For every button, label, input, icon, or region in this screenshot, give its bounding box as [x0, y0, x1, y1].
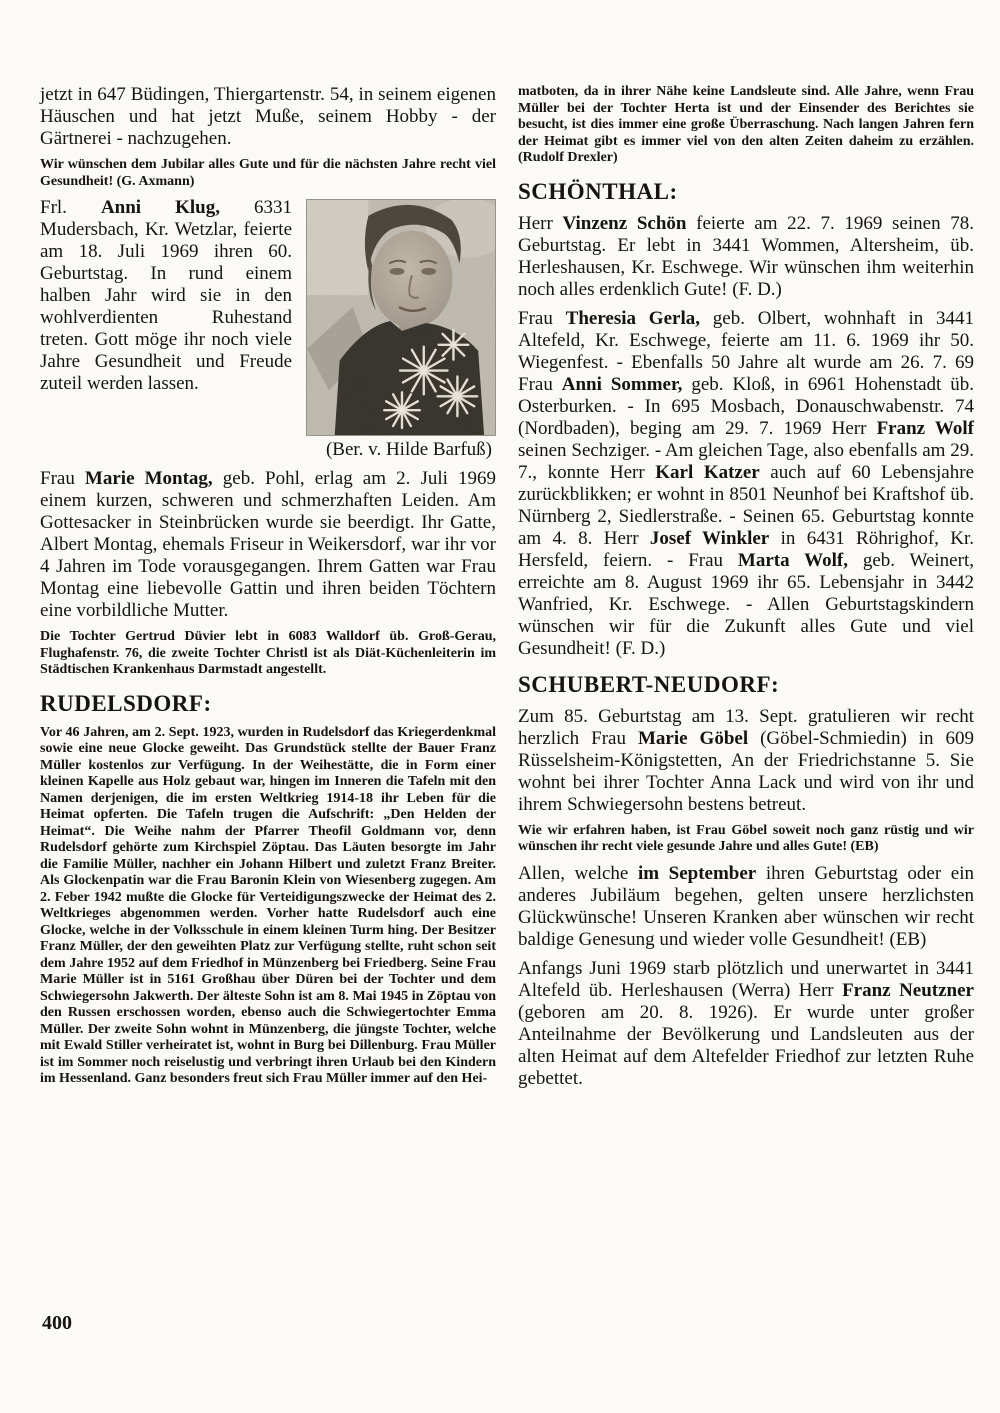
- paragraph-heimatboten: matboten, da in ihrer Nähe keine Landsleute sind. Alle Jahre, wenn Frau Müller bei der Tochter Herta ist und der Einsender des Berichtes sie besucht, ist dies immer eine große Überraschung. Nach langen Jahren fern der Heimat gibt es immer viel von den alten Zeiten daheim zu erzählen. (Rudolf Drexler): [518, 84, 974, 165]
- paragraph-marie-montag: Frau Marie Montag, geb. Pohl, erlag am 2. Juli 1969 einem kurzen, schweren und schmerzhaften Leiden. Am Gottesacker in Steinbrücken wurde sie beerdigt. Ihr Gatte, Albert Montag, ehemals Friseur in Weikersdorf, war ihr vor 4 Jahren im Tode vorausgegangen. Ihrem Gatten war Frau Montag eine liebevolle Gattin und ihren beiden Töchtern eine vorbildliche Mutter.: [40, 468, 496, 621]
- paragraph-anni-klug: Frl. Anni Klug, 6331 Mudersbach, Kr. Wetzlar, feierte am 18. Juli 1969 ihren 60. Geburtstag. In rund einem halben Jahr wird sie in den wohlverdienten Ruhestand treten. Gott möge ihr noch viele Jahre Gesundheit und Freude zuteil werden lassen.: [40, 197, 292, 394]
- paragraph-franz-neutzner: Anfangs Juni 1969 starb plötzlich und unerwartet in 3441 Altefeld üb. Herleshausen (Werra) Herr Franz Neutzner (geboren am 20. 8. 1926). Er wurde unter großer Anteilnahme der Bevölkerung und Landsleuten aus der alten Heimat auf dem Altefelder Friedhof zur letzten Ruhe gebettet.: [518, 957, 974, 1089]
- note-toechter: Die Tochter Gertrud Düvier lebt in 6083 Walldorf üb. Groß-Gerau, Flughafenstr. 76, die zweite Tochter Christl ist als Diät-Küchenleiterin im Städtischen Krankenhaus Darmstadt angestellt.: [40, 629, 496, 677]
- heading-schubert-neudorf: SCHUBERT-NEUDORF:: [518, 671, 780, 697]
- note-axmann: Wir wünschen dem Jubilar alles Gute und für die nächsten Jahre recht viel Gesundheit! (G. Axmann): [40, 157, 496, 189]
- portrait-photo-image: [307, 200, 495, 435]
- paragraph-vinzenz-schoen: Herr Vinzenz Schön feierte am 22. 7. 1969 seinen 78. Geburtstag. Er lebt in 3441 Wommen, Altersheim, üb. Herleshausen, Kr. Eschwege. Wir wünschen ihm weiterhin noch alles erdenklich Gute! (F. D.): [518, 212, 974, 300]
- two-column-layout: [40, 84, 975, 1097]
- anni-klug-block: [40, 197, 496, 395]
- note-goebel: Wie wir erfahren haben, ist Frau Göbel soweit noch ganz rüstig und wir wünschen ihr recht viele gesunde Jahre und alles Gute! (EB): [518, 822, 974, 854]
- left-column: [40, 84, 496, 1097]
- right-column: [518, 84, 974, 1097]
- heading-schoenthal: SCHÖNTHAL:: [518, 178, 678, 204]
- paragraph-september: Allen, welche im September ihren Geburtstag oder ein anderes Jubiläum begehen, gelten unsere herzlichsten Glückwünsche! Unseren Kranken aber wünschen wir recht baldige Genesung und wieder volle Gesundheit! (EB): [518, 862, 974, 950]
- paragraph-buedingen: jetzt in 647 Büdingen, Thiergartenstr. 54, in seinem eigenen Häuschen und hat jetzt Muße, seinem Hobby - der Gärtnerei - nachzugehen.: [40, 84, 496, 149]
- paragraph-jubilare: Frau Theresia Gerla, geb. Olbert, wohnhaft in 3441 Altefeld, Kr. Eschwege, feierte am 11. 6. 1969 ihr 50. Wiegenfest. - Ebenfalls 50 Jahre alt wurde am 26. 7. 69 Frau Anni Sommer, geb. Kloß, in 6961 Hohenstadt üb. Osterburken. - In 695 Mosbach, Donauschwabenstr. 74 (Nordbaden), beging am 29. 7. 1969 Herr Franz Wolf seinen Sechziger. - Am gleichen Tage, also ebenfalls am 29. 7., konnte Herr Karl Katzer auch auf 60 Lebensjahre zurückblikken; er wohnt in 8501 Neunhof bei Kraftshof üb. Nürnberg 2, Siedlerstraße. - Seinen 65. Geburtstag konnte am 4. 8. Herr Josef Winkler in 6431 Röhrighof, Kr. Hersfeld, feiern. - Frau Marta Wolf, geb. Weinert, erreichte am 8. August 1969 ihr 65. Lebensjahr in 3442 Wanfried, Kr. Eschwege. - Allen Geburtstagskindern wünschen wir für die Zukunft alles Gute und viel Gesundheit! (F. D.): [518, 307, 975, 659]
- article-rudelsdorf: Vor 46 Jahren, am 2. Sept. 1923, wurden in Rudelsdorf das Kriegerdenkmal sowie eine neue Glocke geweiht. Das Grundstück stellte der Bauer Franz Müller kostenlos zur Verfügung. In der Weihestätte, die in Form einer kleinen Kapelle aus Holz gebaut war, hingen im Inneren die Tafeln mit den Namen derjenigen, die im ersten Weltkrieg 1914-18 ihr Leben für die Heimat opferten. Die Tafeln trugen die Aufschrift: „Den Helden der Heimat“. Die Weihe nahm der Pfarrer Theofil Goldmann vor, denn Rudelsdorf gehörte zum Kirchspiel Zöptau. Das Läuten besorgte im Jahr die Familie Müller, nachher ein Johann Hilbert und zuletzt Franz Breiter. Als Glockenpatin war die Frau Baronin Klein von Wiesenberg zugegen. Am 2. Feber 1942 mußte die Glocke für Verteidigungszwecke der Heimat des 2. Weltkrieges abgenommen werden. Vorher hatte Rudelsdorf auch eine Glocke, welche in der Volksschule in einem kleinen Turm hing. Der Besitzer Franz Müller, der den geweihten Platz zur Verfügung stellte, ruht schon seit dem Jahre 1952 auf dem Friedhof in Münzenberg bei Friedberg. Seine Frau Marie Müller ist in 5161 Großhau über Düren bei der Tochter und dem Schwiegersohn Jakwerth. Der älteste Sohn ist am 8. Mai 1945 in Zöptau von den Russen erschossen worden, ebenso auch die Schwiegertochter Emma Müller. Der zweite Sohn wohnt in Münzenberg, die jüngste Tochter, welche mit Ewald Stiller verheiratet ist, wohnt in Burg bei Dillenburg. Frau Müller ist im Sommer noch reiselustig und verbringt ihren Urlaub bei den Kindern im Hessenland. Ganz besonders freut sich Frau Müller immer auf den Hei-: [40, 724, 496, 1086]
- heading-rudelsdorf: RUDELSDORF:: [40, 690, 212, 716]
- portrait-photo: [306, 199, 496, 436]
- page-number: 400: [42, 1312, 72, 1334]
- paragraph-marie-goebel: Zum 85. Geburtstag am 13. Sept. gratulieren wir recht herzlich Frau Marie Göbel (Göbel-Schmiedin) in 609 Rüsselsheim-Königstetten, An der Friedrichstanne 5. Sie wohnt bei ihrer Tochter Anna Lack und wird von ihr und ihrem Schwiegersohn bestens betreut.: [518, 705, 975, 815]
- photo-caption: (Ber. v. Hilde Barfuß): [325, 439, 492, 460]
